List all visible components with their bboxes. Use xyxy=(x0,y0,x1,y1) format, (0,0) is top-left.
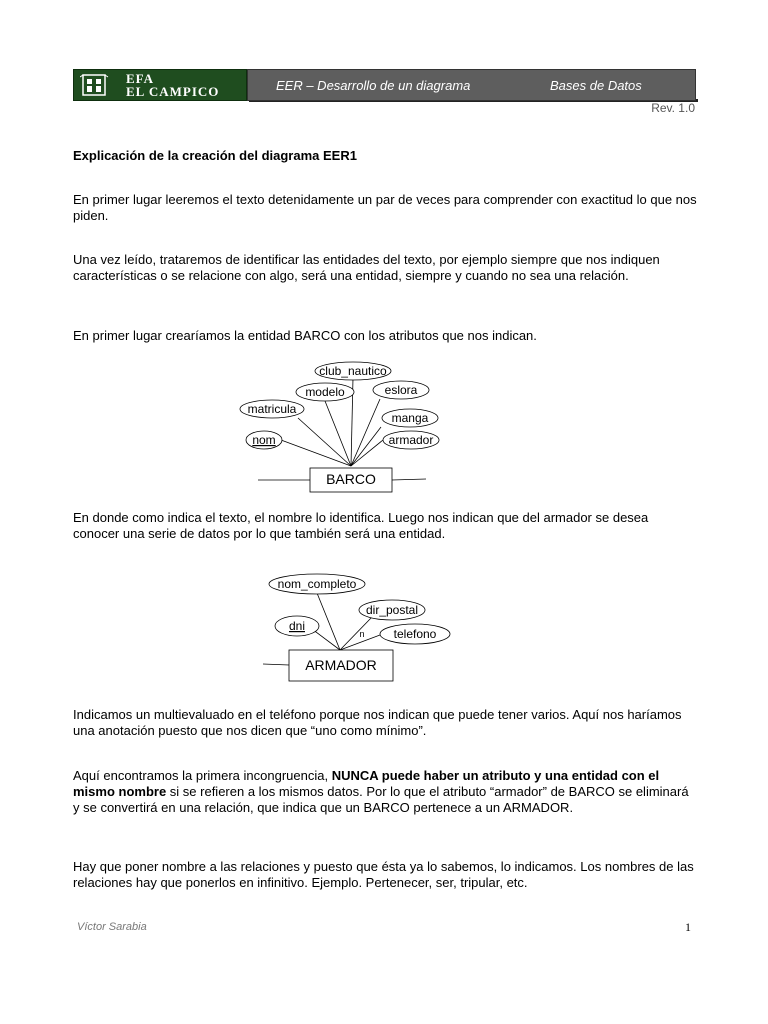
paragraph-2: Una vez leído, trataremos de identificar las entidades del texto, por ejemplo siempre que nos indiquen características o se relacione con algo, será una entidad, siempre y cuando no sea una relación. xyxy=(73,252,660,283)
document-header xyxy=(73,69,696,101)
paragraph-7: Hay que poner nombre a las relaciones y puesto que ésta ya lo sabemos, lo indicamos. Los nombres de las relaciones hay que ponerlos en infinitivo. Ejemplo. Pertenecer, ser, tripular, etc. xyxy=(73,859,694,890)
paragraph-6-rest: si se refieren a los mismos datos. Por lo que el atributo “armador” de BARCO se eliminará y se convertirá en una relación, que indica que un BARCO pertenece a un ARMADOR. xyxy=(73,784,689,815)
paragraph-6 xyxy=(73,768,698,816)
attr-dir-postal: dir_postal xyxy=(365,603,419,617)
crest-icon xyxy=(80,73,110,97)
entity-barco-label: BARCO xyxy=(326,471,376,487)
cardinality-n: n xyxy=(359,629,365,639)
attr-armador: armador xyxy=(388,433,434,447)
footer-author: Víctor Sarabia xyxy=(77,921,147,933)
armador-er-diagram xyxy=(255,566,460,686)
paragraph-5: Indicamos un multievaluado en el teléfono porque nos indican que puede tener varios. Aquí nos haríamos una anotación puesto que nos dicen que “uno como mínimo”. xyxy=(73,707,682,738)
paragraph-6-emphasis: NUNCA puede haber un atributo y una entidad con el mismo nombre xyxy=(73,768,660,799)
attr-club-nautico: club_nautico xyxy=(319,364,387,378)
paragraph-3: En primer lugar crearíamos la entidad BARCO con los atributos que nos indican. xyxy=(73,328,537,343)
link-nom xyxy=(281,440,351,466)
armador-relation-line xyxy=(263,664,289,665)
paragraph-1: En primer lugar leeremos el texto detenidamente un par de veces para comprender con exactitud lo que nos piden. xyxy=(73,192,697,223)
document-title: EER – Desarrollo de un diagrama xyxy=(276,78,471,93)
link-manga xyxy=(351,427,381,466)
link-armador xyxy=(351,440,383,466)
school-logo xyxy=(73,69,247,101)
header-bar xyxy=(247,69,696,101)
link-matricula xyxy=(298,418,351,466)
barco-relation-line-right xyxy=(392,479,426,480)
subject-name: Bases de Datos xyxy=(550,78,642,93)
attr-telefono: telefono xyxy=(393,627,437,641)
revision-label: Rev. 1.0 xyxy=(651,101,695,115)
attr-dni: dni xyxy=(288,619,306,633)
link-dir-postal xyxy=(340,617,372,650)
attr-nom-completo: nom_completo xyxy=(277,577,357,591)
logo-text-line2: EL CAMPICO xyxy=(126,84,220,99)
barco-er-diagram xyxy=(230,355,450,500)
entity-armador-label: ARMADOR xyxy=(305,657,377,673)
page-number: 1 xyxy=(685,920,691,934)
attr-matricula: matricula xyxy=(247,402,297,416)
attr-manga: manga xyxy=(391,411,429,425)
link-eslora xyxy=(351,399,380,466)
attr-modelo: modelo xyxy=(305,385,345,399)
section-heading: Explicación de la creación del diagrama EER1 xyxy=(73,148,357,163)
paragraph-6-intro: Aquí encontramos la primera incongruencia, xyxy=(73,768,332,783)
logo-text-line1: EFA xyxy=(126,71,155,86)
link-modelo xyxy=(325,401,351,466)
attr-eslora: eslora xyxy=(384,383,418,397)
attr-nom: nom xyxy=(252,433,276,447)
paragraph-4: En donde como indica el texto, el nombre lo identifica. Luego nos indican que del armador se desea conocer una serie de datos por lo que también será una entidad. xyxy=(73,510,649,541)
